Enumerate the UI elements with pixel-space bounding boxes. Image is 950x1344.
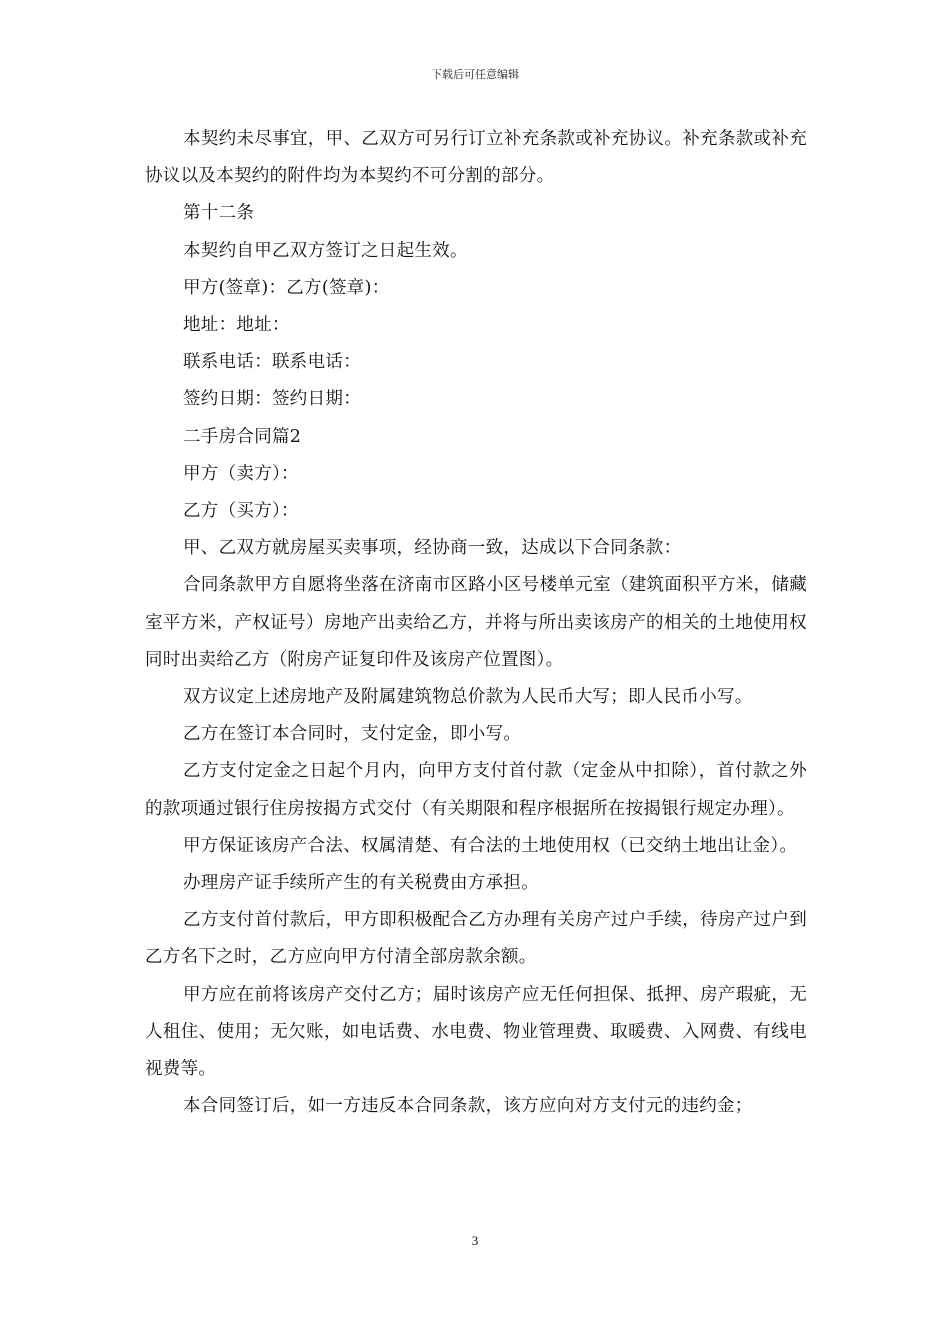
date-line: 签约日期：签约日期：: [183, 389, 361, 410]
document-body: [145, 121, 807, 1125]
paragraph: 合同条款甲方自愿将坐落在济南市区路小区号楼单元室（建筑面积平方米，储藏室平方米，产权证号）房地产出卖给乙方，并将与所出卖该房产的相关的土地使用权同时出卖给乙方（附房产证复印件及该房产位置图）。: [145, 575, 807, 670]
seller-line: 甲方（卖方）：: [183, 463, 299, 484]
page-number: 3: [471, 1233, 479, 1248]
paragraph: 双方议定上述房地产及附属建筑物总价款为人民币大写；即人民币小写。: [183, 687, 753, 708]
article-heading: 第十二条: [183, 203, 255, 224]
phone-line: 联系电话：联系电话：: [183, 352, 361, 373]
paragraph: 甲方保证该房产合法、权属清楚、有合法的土地使用权（已交纳土地出让金）。: [183, 835, 798, 856]
paragraph: 乙方在签订本合同时，支付定金，即小写。: [183, 724, 522, 745]
signature-line: 甲方(签章)：乙方(签章)：: [183, 277, 390, 298]
buyer-line: 乙方（买方）：: [183, 501, 299, 522]
paragraph: 乙方支付首付款后，甲方即积极配合乙方办理有关房产过户手续，待房产过户到乙方名下之时，乙方应向甲方付清全部房款余额。: [145, 910, 807, 968]
paragraph: 本契约未尽事宜，甲、乙双方可另行订立补充条款或补充协议。补充条款或补充协议以及本契约的附件均为本契约不可分割的部分。: [145, 129, 807, 187]
paragraph: 甲方应在前将该房产交付乙方；届时该房产应无任何担保、抵押、房产瑕疵，无人租住、使用；无欠账，如电话费、水电费、物业管理费、取暖费、入网费、有线电视费等。: [145, 984, 807, 1080]
paragraph: 办理房产证手续所产生的有关税费由方承担。: [183, 873, 539, 894]
paragraph: 本合同签订后，如一方违反本合同条款，该方应向对方支付元的违约金；: [183, 1096, 753, 1117]
paragraph: 乙方支付定金之日起个月内，向甲方支付首付款（定金从中扣除），首付款之外的款项通过银行住房按揭方式交付（有关期限和程序根据所在按揭银行规定办理）。: [145, 761, 807, 819]
section-title: 二手房合同篇2: [183, 426, 302, 447]
paragraph: 本契约自甲乙双方签订之日起生效。: [183, 240, 468, 261]
address-line: 地址：地址：: [183, 315, 290, 336]
page-header-note: 下载后可任意编辑: [431, 68, 519, 81]
paragraph: 甲、乙双方就房屋买卖事项，经协商一致，达成以下合同条款：: [183, 538, 682, 559]
